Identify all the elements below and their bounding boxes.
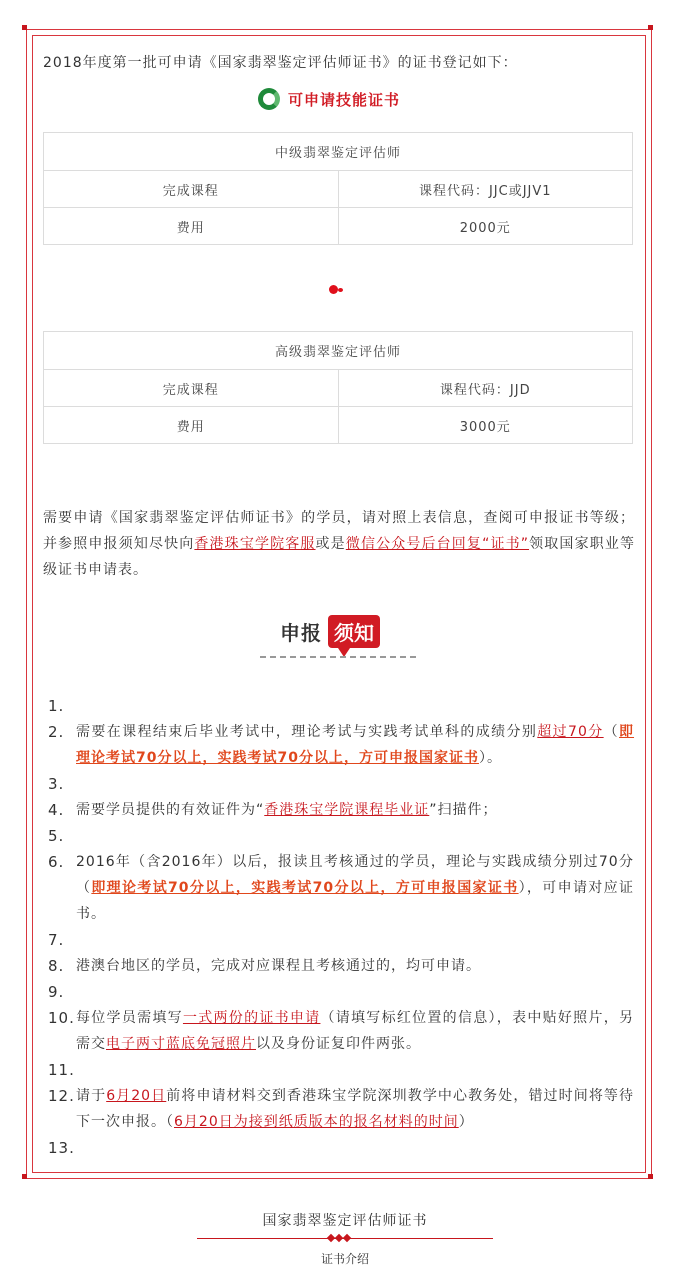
table-cell: 课程代码：JJD [338, 370, 633, 407]
certificate-badge [258, 88, 400, 110]
customer-service-link[interactable]: 香港珠宝学院客服 [194, 536, 316, 552]
diamond-icon [343, 1234, 351, 1242]
corner-ornament [648, 1174, 653, 1179]
list-text: ），可申请对应证书。 [76, 880, 634, 922]
notice-list [28, 693, 634, 1161]
highlighted-text: 一式两份的证书申请 [182, 1010, 321, 1026]
list-item [48, 1135, 634, 1161]
list-number: 4. [48, 801, 65, 819]
list-number: 9. [48, 983, 65, 1001]
list-number: 5. [48, 827, 65, 845]
notice-heading [280, 615, 380, 648]
list-item [48, 797, 634, 823]
list-text: ）。 [478, 750, 502, 766]
table-row [44, 171, 633, 208]
list-text: 需要学员提供的有效证件为“ [76, 802, 265, 818]
list-number: 2. [48, 723, 65, 741]
corner-ornament [648, 25, 653, 30]
wechat-reply-link[interactable]: 微信公众号后台回复“证书” [345, 536, 530, 552]
table-row [44, 208, 633, 245]
footer-subtitle[interactable]: 证书介绍 [320, 1252, 369, 1266]
red-dot-divider-icon [329, 285, 343, 293]
advanced-course-table [43, 331, 633, 444]
list-item [48, 693, 634, 719]
intro-text: 2018年度第一批可申请《国家翡翠鉴定评估师证书》的证书登记如下： [43, 55, 518, 71]
list-number: 1. [48, 697, 65, 715]
highlighted-text: 电子两寸蓝底免冠照片 [106, 1036, 256, 1052]
list-number: 3. [48, 775, 65, 793]
footer-title[interactable]: 国家翡翠鉴定评估师证书 [262, 1213, 428, 1229]
list-item [48, 979, 634, 1005]
list-text: 每位学员需填写 [76, 1010, 183, 1026]
highlighted-text: 香港珠宝学院课程毕业证 [264, 802, 430, 818]
paragraph-text: 或是 [315, 536, 346, 552]
list-item [48, 927, 634, 953]
intermediate-course-table [43, 132, 633, 245]
list-text: 港澳台地区的学员，完成对应课程且考核通过的，均可申请。 [76, 958, 481, 974]
list-text: 2016年（含2016年）以后，报读且考核通过的学员，理论与实践成绩分别过70分（ [76, 854, 634, 896]
dashed-divider [260, 656, 416, 658]
list-text: ”扫描件； [429, 802, 498, 818]
highlighted-text: 6月20日为接到纸质版本的报名材料的时间 [174, 1114, 459, 1130]
green-ring-icon [258, 88, 280, 110]
badge-label: 可申请技能证书 [288, 90, 401, 109]
table-row [44, 370, 633, 407]
list-item [48, 1005, 635, 1057]
paragraph-text: 需要申请《国家翡翠鉴定评估师证书》的学员，请对照上表信息，查阅可申报证书等级；并参照申报须知尽快向 [43, 510, 635, 552]
list-item [48, 953, 634, 979]
corner-ornament [22, 25, 27, 30]
highlighted-text: 即理论考试70分以上，实践考试70分以上，方可申报国家证书 [76, 724, 635, 766]
paragraph-text: 领取国家职业等级证书申请表。 [43, 536, 635, 578]
table-title: 中级翡翠鉴定评估师 [44, 133, 633, 171]
table-cell: 2000元 [338, 208, 633, 245]
list-text: 需要在课程结束后毕业考试中，理论考试与实践考试单科的成绩分别 [76, 724, 538, 740]
notice-heading-text: 申报 [280, 621, 322, 645]
list-number: 7. [48, 931, 65, 949]
table-cell: 费用 [44, 208, 339, 245]
list-text: 请于 [76, 1088, 107, 1104]
list-item [48, 849, 634, 927]
table-row [44, 407, 633, 444]
table-cell: 完成课程 [44, 370, 339, 407]
highlighted-text: 6月20日 [106, 1088, 167, 1104]
list-item [48, 1057, 634, 1083]
list-text: 以及身份证复印件两张。 [256, 1036, 421, 1052]
list-number: 8. [48, 957, 65, 975]
application-paragraph [43, 505, 635, 583]
list-number: 13. [48, 1139, 75, 1157]
notice-heading-tag: 须知 [328, 615, 380, 648]
corner-ornament [22, 1174, 27, 1179]
list-number: 10. [48, 1009, 75, 1027]
table-cell: 费用 [44, 407, 339, 444]
list-text: 前将申请材料交到香港珠宝学院深圳教学中心教务处，错过时间将等待下一次申报。（ [76, 1088, 635, 1130]
highlighted-text: 即理论考试70分以上，实践考试70分以上，方可申报国家证书 [91, 880, 519, 896]
list-number: 11. [48, 1061, 75, 1079]
table-cell: 3000元 [338, 407, 633, 444]
highlighted-text: 超过70分 [537, 724, 604, 740]
list-item [48, 719, 635, 771]
list-text: ） [458, 1114, 474, 1130]
list-number: 12. [48, 1087, 75, 1105]
list-number: 6. [48, 853, 65, 871]
table-cell: 完成课程 [44, 171, 339, 208]
list-text: （请填写标红位置的信息），表中贴好照片，另需交 [76, 1010, 635, 1052]
table-title: 高级翡翠鉴定评估师 [44, 332, 633, 370]
list-item [48, 823, 634, 849]
list-item [48, 771, 634, 797]
list-text: （ [603, 724, 620, 740]
table-cell: 课程代码：JJC或JJV1 [338, 171, 633, 208]
list-item [48, 1083, 635, 1135]
